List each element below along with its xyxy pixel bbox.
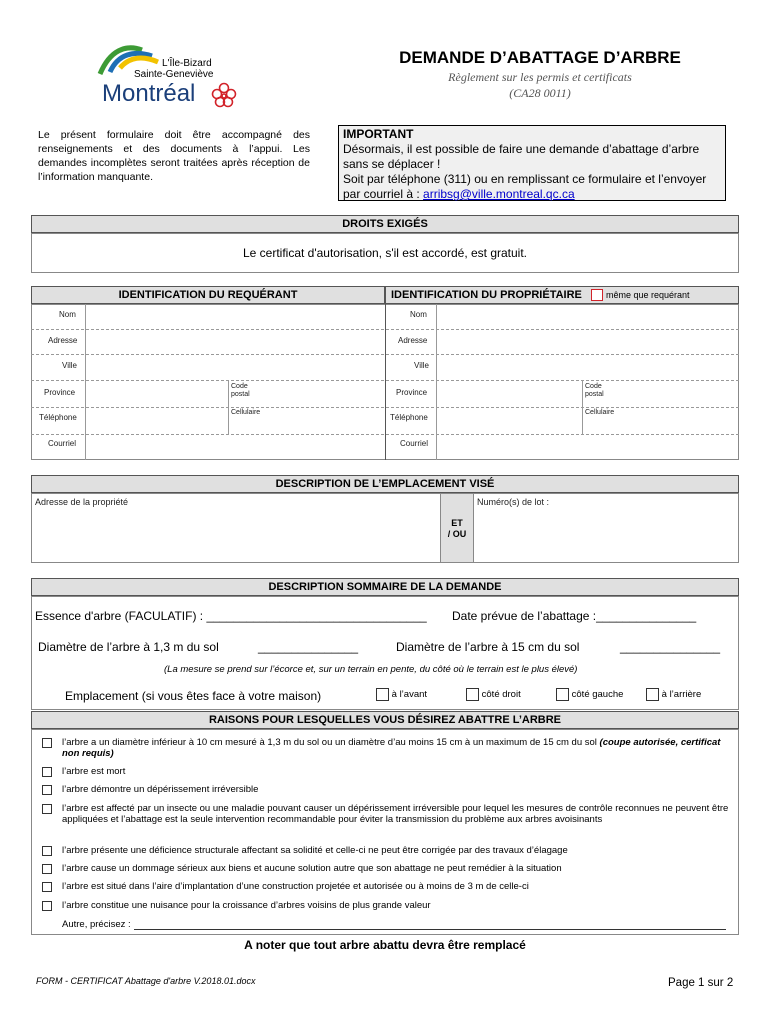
logo-line2: Sainte-Geneviève bbox=[134, 69, 214, 80]
lot-label: Numéro(s) de lot : bbox=[477, 497, 550, 507]
same-label: même que requérant bbox=[606, 290, 690, 300]
reason-2-text: l’arbre est mort bbox=[62, 766, 126, 777]
reason-6-checkbox[interactable] bbox=[42, 864, 52, 874]
req-telephone-label: Téléphone bbox=[39, 413, 77, 422]
et-ou-cell bbox=[440, 494, 474, 562]
et-text: ET bbox=[451, 518, 463, 528]
gauche-label: côté gauche bbox=[571, 689, 624, 701]
prop-adresse-label: Adresse bbox=[398, 336, 428, 345]
proprietaire-title: IDENTIFICATION DU PROPRIÉTAIRE bbox=[391, 289, 582, 301]
req-code-word: Code bbox=[231, 383, 248, 390]
reason-7-text: l’arbre est situé dans l’aire d’implantation d’une construction projetée et autorisée ou à moins de 3 m de celle-ci bbox=[62, 881, 529, 892]
requerant-header: IDENTIFICATION DU REQUÉRANT bbox=[31, 286, 385, 304]
prop-courriel-label: Courriel bbox=[400, 439, 429, 448]
subtitle-line2: (CA28 0011) bbox=[509, 86, 571, 100]
proprietaire-header bbox=[385, 286, 739, 304]
req-postal-word: postal bbox=[231, 391, 250, 398]
reason-3[interactable] bbox=[42, 784, 732, 795]
req-cellulaire-label: Cellulaire bbox=[231, 409, 261, 416]
droits-text: Le certificat d'autorisation, s'il est accordé, est gratuit. bbox=[242, 246, 528, 260]
avant-option[interactable] bbox=[376, 688, 427, 701]
reason-1[interactable] bbox=[42, 737, 732, 759]
reason-8-checkbox[interactable] bbox=[42, 901, 52, 911]
prop-adresse-field[interactable] bbox=[439, 331, 737, 353]
reason-7[interactable] bbox=[42, 881, 732, 892]
essence-field[interactable]: Essence d'arbre (FACULATIF) : _________________________________ bbox=[35, 609, 427, 623]
avant-label: à l’avant bbox=[391, 689, 428, 701]
reason-1-checkbox[interactable] bbox=[42, 738, 52, 748]
droit-label: côté droit bbox=[481, 689, 521, 701]
mesure-note: (La mesure se prend sur l’écorce et, sur un terrain en pente, du côté où le terrain est le plus élevé) bbox=[164, 664, 578, 675]
prop-nom-field[interactable] bbox=[439, 306, 737, 328]
req-adresse-label: Adresse bbox=[48, 336, 78, 345]
lot-field[interactable] bbox=[475, 508, 737, 560]
req-code-label bbox=[231, 383, 250, 399]
diam15-label: Diamètre de l’arbre à 15 cm du sol bbox=[396, 640, 580, 654]
autre-field[interactable] bbox=[134, 918, 726, 930]
reason-6[interactable] bbox=[42, 863, 732, 874]
prop-ville-field[interactable] bbox=[439, 356, 737, 378]
date-field[interactable]: Date prévue de l’abattage :_______________ bbox=[452, 609, 697, 623]
emplacement-header: DESCRIPTION DE L’EMPLACEMENT VISÉ bbox=[31, 475, 739, 493]
adresse-propriete-field[interactable] bbox=[34, 508, 438, 560]
droits-header: DROITS EXIGÉS bbox=[31, 215, 739, 233]
reason-4[interactable] bbox=[42, 803, 732, 825]
logo-city: Montréal bbox=[102, 80, 196, 107]
reason-5[interactable] bbox=[42, 845, 732, 856]
diam13-label: Diamètre de l’arbre à 1,3 m du sol bbox=[38, 640, 219, 654]
req-courriel-field[interactable] bbox=[88, 436, 382, 458]
req-province-label: Province bbox=[44, 388, 76, 397]
droit-checkbox[interactable] bbox=[466, 688, 479, 701]
reason-6-text: l’arbre cause un dommage sérieux aux biens et aucune solution autre que son abattage ne peut remédier à la situation bbox=[62, 863, 562, 874]
logo bbox=[96, 42, 246, 112]
same-checkbox[interactable] bbox=[591, 289, 603, 301]
diam13-field[interactable]: _______________ bbox=[258, 640, 359, 654]
reason-1-bold: (coupe autorisée, certificat non requis) bbox=[62, 737, 721, 759]
reason-1-text: l’arbre a un diamètre inférieur à 10 cm mesuré à 1,3 m du sol ou un diamètre d’au moins 15 cm à un maximum de 15 cm du sol bbox=[62, 737, 600, 748]
reason-5-text: l’arbre présente une déficience structurale affectant sa solidité et celle-ci ne peut être corrigée par des travaux d’élagage bbox=[62, 845, 568, 856]
reason-4-checkbox[interactable] bbox=[42, 804, 52, 814]
req-nom-field[interactable] bbox=[88, 306, 382, 328]
prop-nom-label: Nom bbox=[410, 310, 427, 319]
remplacement-note: A noter que tout arbre abattu devra être remplacé bbox=[244, 938, 526, 952]
reason-4-text: l’arbre est affecté par un insecte ou une maladie pouvant causer un dépérissement irréversible pour lequel les mesures de contrôle reconnues ne peuvent être appliquées et l’abattage est la seule intervention recommandable pour éviter la transmission du problème aux arbres avoisinants bbox=[62, 803, 729, 825]
req-province-field[interactable] bbox=[88, 382, 226, 406]
important-title: IMPORTANT bbox=[343, 127, 414, 141]
et-ou bbox=[441, 518, 473, 540]
important-line1: Désormais, il est possible de faire une demande d’abattage d’arbre sans se déplacer ! bbox=[343, 142, 700, 171]
email-link[interactable]: arribsg@ville.montreal.qc.ca bbox=[423, 187, 575, 201]
req-nom-label: Nom bbox=[59, 310, 76, 319]
sommaire-header: DESCRIPTION SOMMAIRE DE LA DEMANDE bbox=[31, 578, 739, 596]
subtitle-line1: Règlement sur les permis et certificats bbox=[448, 70, 632, 84]
droits-box bbox=[31, 233, 739, 273]
droit-option[interactable] bbox=[466, 688, 521, 701]
reason-2-checkbox[interactable] bbox=[42, 767, 52, 777]
autre-label: Autre, précisez : bbox=[62, 919, 131, 930]
req-courriel-label: Courriel bbox=[48, 439, 77, 448]
gauche-checkbox[interactable] bbox=[556, 688, 569, 701]
arriere-checkbox[interactable] bbox=[646, 688, 659, 701]
reason-3-text: l’arbre démontre un dépérissement irréversible bbox=[62, 784, 259, 795]
diam15-field[interactable]: _______________ bbox=[620, 640, 721, 654]
page-title: DEMANDE D’ABATTAGE D’ARBRE bbox=[399, 48, 681, 67]
prop-province-label: Province bbox=[396, 388, 428, 397]
req-ville-label: Ville bbox=[62, 361, 77, 370]
rose-icon bbox=[208, 82, 240, 110]
arriere-option[interactable] bbox=[646, 688, 701, 701]
page-number: Page 1 sur 2 bbox=[668, 977, 734, 989]
reason-2[interactable] bbox=[42, 766, 732, 777]
reason-8-text: l’arbre constitue une nuisance pour la croissance d’arbres voisins de plus grande valeur bbox=[62, 900, 431, 911]
adresse-propriete-label: Adresse de la propriété bbox=[35, 497, 129, 507]
ou-text: / OU bbox=[447, 529, 467, 539]
prop-ville-label: Ville bbox=[414, 361, 429, 370]
intro-text: Le présent formulaire doit être accompagné des renseignements et des documents à l’appui. Les demandes incomplètes seront traitées après réception de l’information manquante. bbox=[38, 129, 310, 183]
prop-code-word: Code bbox=[585, 383, 602, 390]
important-line2: Soit par téléphone (311) ou en remplissant ce formulaire et l’envoyer par courriel à : bbox=[343, 172, 707, 201]
prop-telephone-label: Téléphone bbox=[390, 413, 428, 422]
logo-line1: L'Île-Bizard bbox=[162, 58, 212, 69]
avant-checkbox[interactable] bbox=[376, 688, 389, 701]
req-ville-field[interactable] bbox=[88, 356, 382, 378]
prop-postal-word: postal bbox=[585, 391, 604, 398]
req-adresse-field[interactable] bbox=[88, 331, 382, 353]
important-box bbox=[338, 125, 726, 201]
prop-code-label bbox=[585, 383, 604, 399]
raisons-header: RAISONS POUR LESQUELLES VOUS DÉSIREZ ABATTRE L’ARBRE bbox=[31, 711, 739, 729]
emplacement-label: Emplacement (si vous êtes face à votre maison) bbox=[65, 689, 322, 703]
prop-cellulaire-label: Cellulaire bbox=[585, 409, 615, 416]
reason-3-checkbox[interactable] bbox=[42, 785, 52, 795]
gauche-option[interactable] bbox=[556, 688, 623, 701]
reason-8[interactable] bbox=[42, 900, 732, 911]
form-name: FORM - CERTIFICAT Abattage d'arbre V.2018.01.docx bbox=[36, 976, 256, 986]
arriere-label: à l’arrière bbox=[661, 689, 702, 701]
reason-5-checkbox[interactable] bbox=[42, 846, 52, 856]
reason-7-checkbox[interactable] bbox=[42, 882, 52, 892]
